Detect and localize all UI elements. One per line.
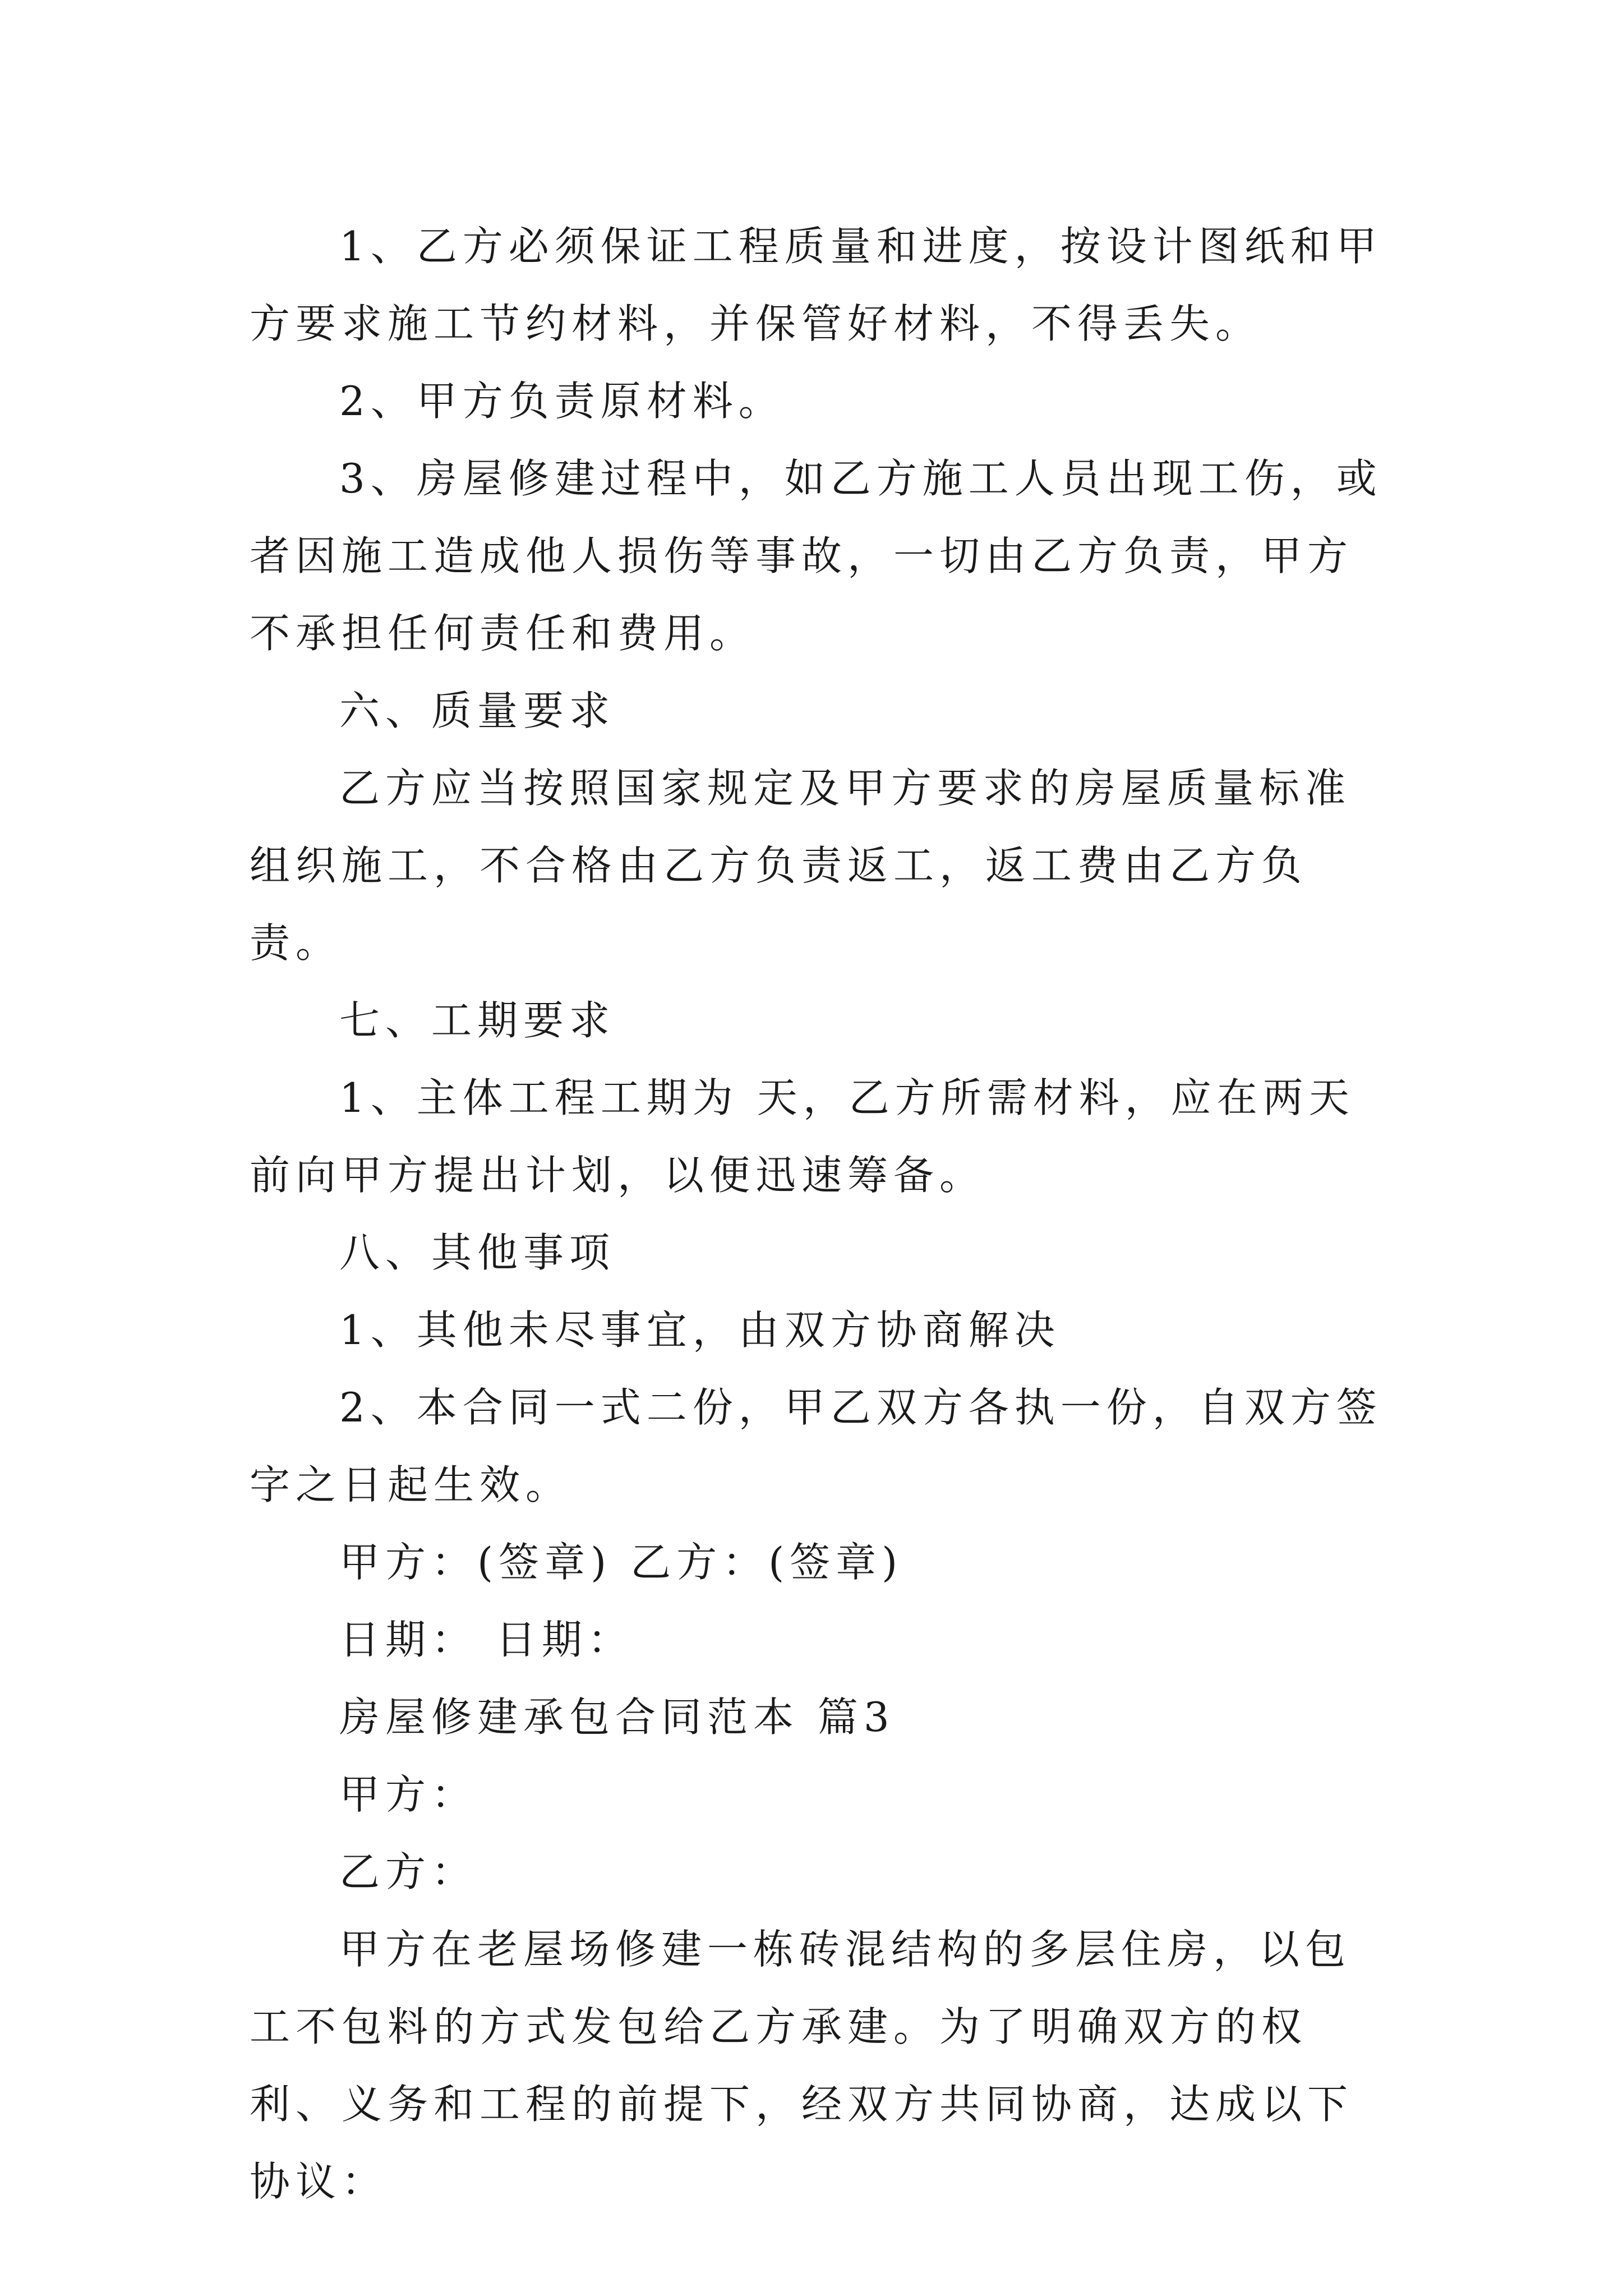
paragraph-other-1: 1、其他未尽事宜，由双方协商解决 [339, 1306, 1061, 1354]
party-b-line: 乙方： [339, 1848, 478, 1895]
paragraph-2: 2、甲方负责原材料。 [339, 378, 785, 425]
paragraph-quality: 乙方应当按照国家规定及甲方要求的房屋质量标准组织施工，不合格由乙方负责返工，返工费由乙方负责。 [250, 765, 1352, 967]
document-body [250, 208, 1385, 2220]
paragraph-schedule: 1、主体工程工期为 天，乙方所需材料，应在两天前向甲方提出计划，以便迅速筹备。 [250, 1074, 1355, 1199]
party-a-line: 甲方： [339, 1771, 478, 1818]
signature-line: 甲方：(签章) 乙方：(签章) [339, 1539, 903, 1586]
paragraph-other-2: 2、本合同一式二份，甲乙双方各执一份，自双方签字之日起生效。 [250, 1384, 1382, 1508]
contract-title: 房屋修建承包合同范本 篇3 [339, 1694, 895, 1741]
paragraph-intro: 甲方在老屋场修建一栋砖混结构的多层住房，以包工不包料的方式发包给乙方承建。为了明确双方的权利、义务和工程的前提下，经双方共同协商，达成以下协议： [250, 1926, 1354, 2205]
paragraph-1: 1、乙方必须保证工程质量和进度，按设计图纸和甲方要求施工节约材料，并保管好材料，不得丢失。 [250, 223, 1382, 347]
section-heading-schedule: 七、工期要求 [339, 997, 616, 1044]
paragraph-3: 3、房屋修建过程中，如乙方施工人员出现工伤，或者因施工造成他人损伤等事故，一切由乙方负责，甲方不承担任何责任和费用。 [250, 455, 1382, 657]
date-line: 日期： 日期： [339, 1616, 634, 1663]
section-heading-quality: 六、质量要求 [339, 687, 616, 734]
section-heading-other: 八、其他事项 [339, 1229, 616, 1276]
